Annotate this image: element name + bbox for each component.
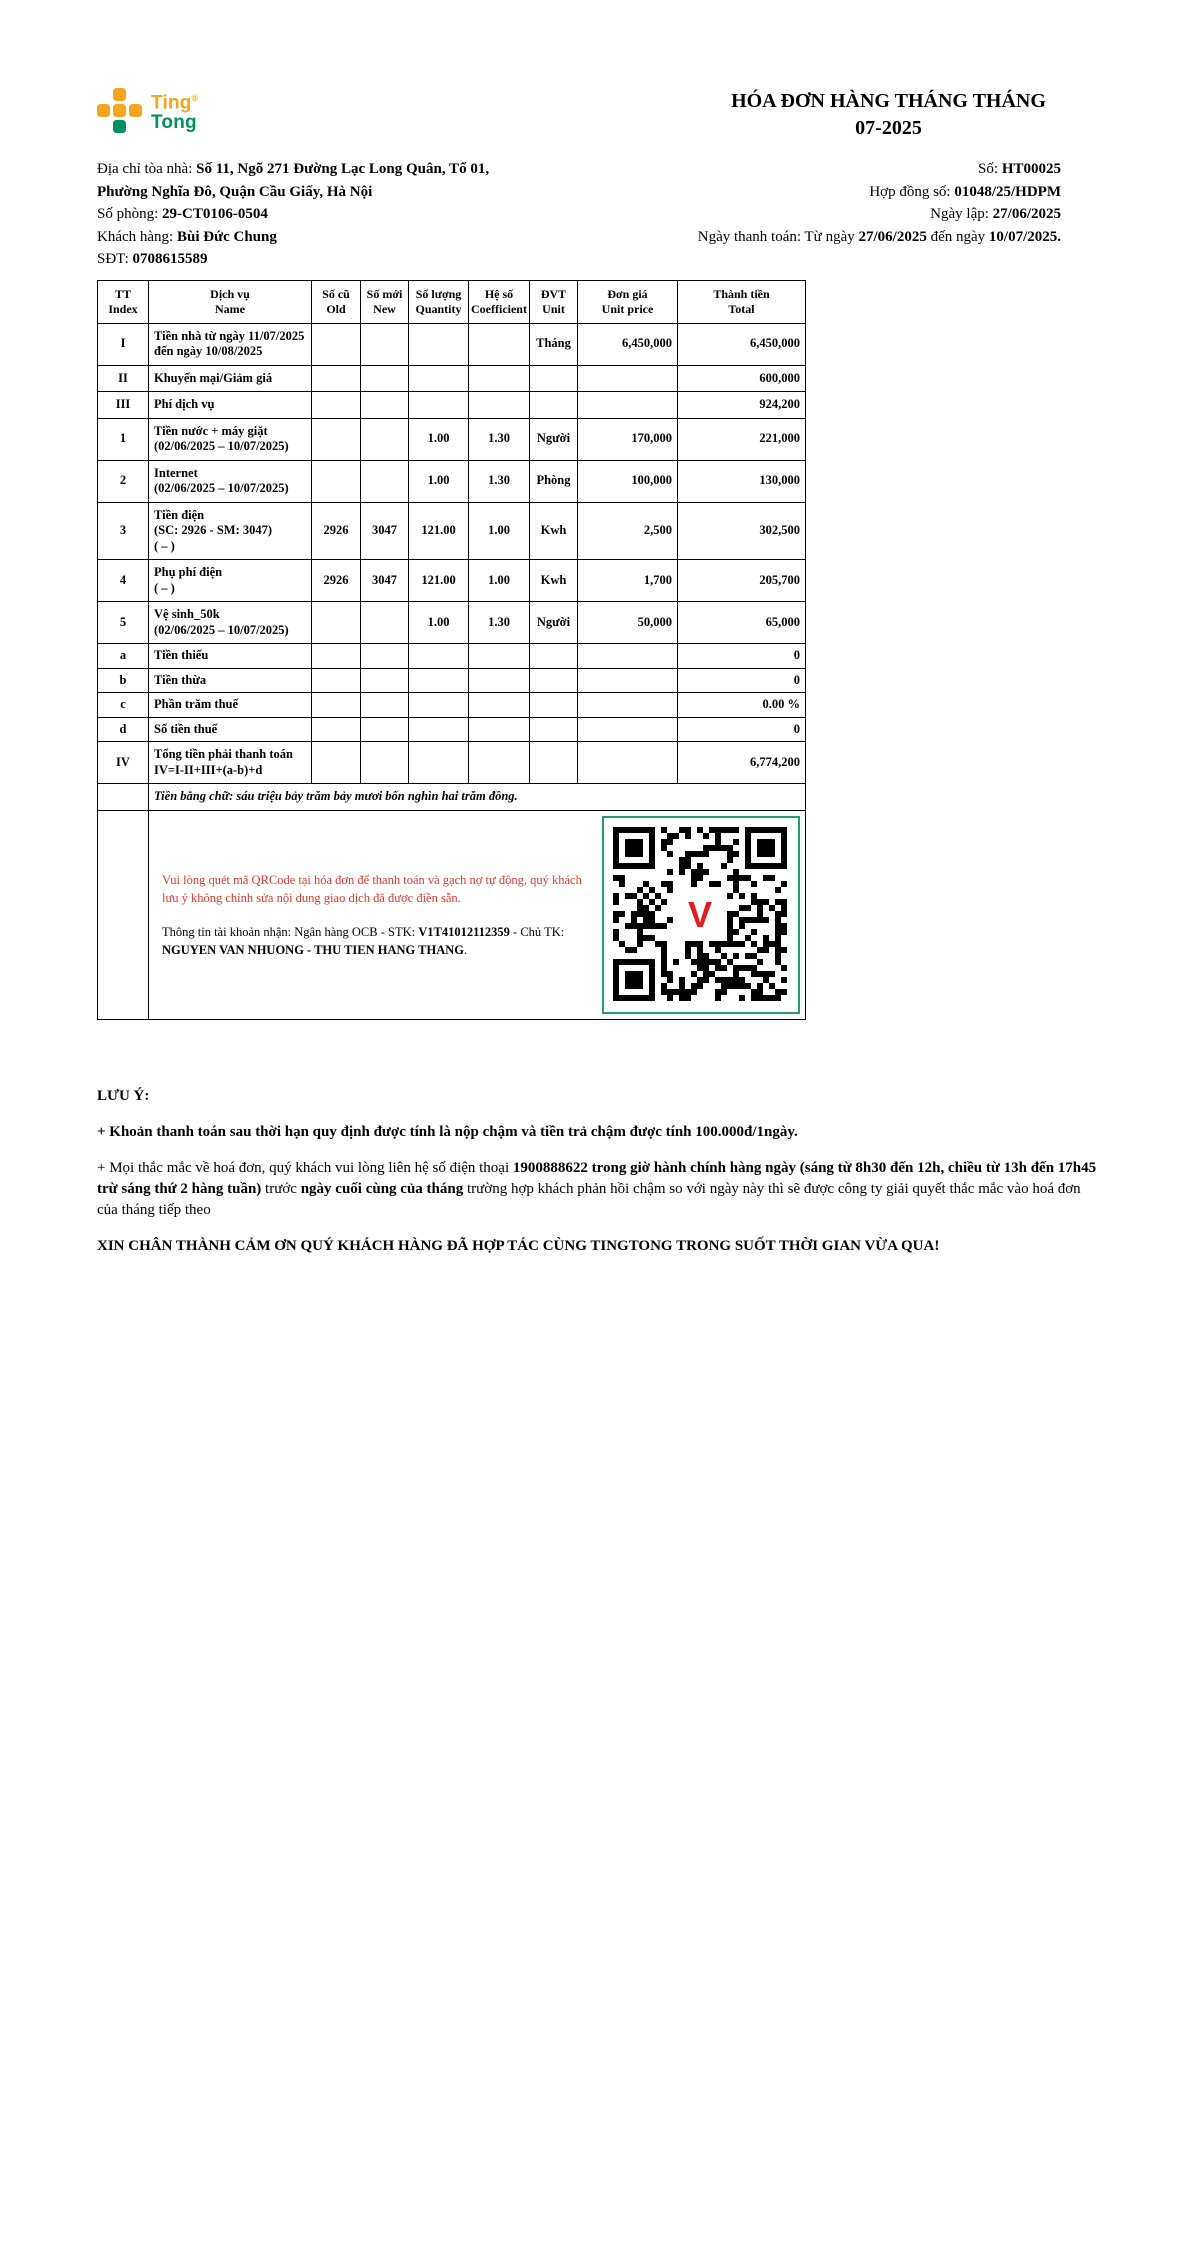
cell-total: 0 [678, 717, 806, 742]
cell-old: 2926 [312, 560, 361, 602]
cell-total: 600,000 [678, 365, 806, 392]
table-row [98, 742, 806, 784]
info-line: Ngày thanh toán: Từ ngày 27/06/2025 đến ngày 10/07/2025. [697, 228, 1061, 245]
cell-new: 3047 [361, 502, 409, 560]
cell-qty: 121.00 [409, 502, 469, 560]
logo-tile-top [113, 88, 126, 101]
info-line: Khách hàng: Bùi Đức Chung [97, 228, 277, 245]
cell-old [312, 602, 361, 644]
cell-price: 100,000 [578, 460, 678, 502]
cell-unit: Kwh [530, 560, 578, 602]
cell-coef: 1.30 [469, 602, 530, 644]
column-header: Số mới New [361, 280, 409, 323]
cell-old [312, 418, 361, 460]
payment-texts [154, 871, 592, 959]
qr-row [98, 810, 806, 1019]
bank-account-info: Thông tin tài khoản nhận: Ngân hàng OCB - STK: V1T41012112359 - Chủ TK: NGUYEN VAN NHUONG - THU TIEN HANG THANG. [162, 924, 565, 957]
cell-price: 1,700 [578, 560, 678, 602]
cell-new [361, 323, 409, 365]
cell-old [312, 460, 361, 502]
cell-old [312, 668, 361, 693]
table-row [98, 717, 806, 742]
cell-total: 0 [678, 644, 806, 669]
cell-tt: d [98, 717, 149, 742]
table-row [98, 693, 806, 718]
info-line: Hợp đồng số: 01048/25/HDPM [869, 183, 1061, 200]
cell-unit: Kwh [530, 502, 578, 560]
logo-tile-right [129, 104, 142, 117]
cell-qty [409, 365, 469, 392]
cell-coef [469, 392, 530, 419]
column-header: Dịch vụ Name [149, 280, 312, 323]
cell-name: Khuyến mại/Giảm giá [149, 365, 312, 392]
logo-tile-left [97, 104, 110, 117]
thank-you-note: XIN CHÂN THÀNH CẢM ƠN QUÝ KHÁCH HÀNG ĐÃ HỢP TÁC CÙNG TINGTONG TRONG SUỐT THỜI GIAN VỪA QUA! [97, 1237, 940, 1254]
cell-unit: Người [530, 602, 578, 644]
svg-text:V: V [687, 893, 713, 935]
cell-price: 170,000 [578, 418, 678, 460]
empty-index-cell [98, 810, 149, 1019]
column-header: Số lượng Quantity [409, 280, 469, 323]
note-contact-hotline: + Mọi thắc mắc về hoá đơn, quý khách vui lòng liên hệ số điện thoại 1900888622 trong giờ hành chính hàng ngày (sáng từ 8h30 đến 12h, chiều từ 13h đến 17h45 trừ sáng thứ 2 hàng tuần) trước ngày cuối cùng của tháng trường hợp khách phản hồi chậm so với ngày này thì sẽ được công ty giải quyết thắc mắc vào hoá đơn của tháng tiếp theo [97, 1159, 1097, 1218]
cell-qty [409, 693, 469, 718]
column-header: ĐVT Unit [530, 280, 578, 323]
cell-qty [409, 668, 469, 693]
cell-price [578, 668, 678, 693]
logo-tile-bottom [113, 120, 126, 133]
amount-in-words: Tiền bằng chữ: sáu triệu bảy trăm bảy mươi bốn nghìn hai trăm đồng. [149, 784, 806, 811]
column-header: TT Index [98, 280, 149, 323]
cell-price [578, 742, 678, 784]
invoice-table-footer [98, 784, 806, 1020]
cell-coef [469, 365, 530, 392]
cell-price [578, 717, 678, 742]
cell-new [361, 668, 409, 693]
cell-tt: 5 [98, 602, 149, 644]
cell-old [312, 644, 361, 669]
cell-name: Tiền nhà từ ngày 11/07/2025 đến ngày 10/08/2025 [149, 323, 312, 365]
cell-unit [530, 365, 578, 392]
tingtong-logo-text [151, 88, 198, 133]
cell-tt: II [98, 365, 149, 392]
cell-qty: 1.00 [409, 418, 469, 460]
cell-qty: 121.00 [409, 560, 469, 602]
customer-info [97, 158, 489, 271]
cell-new [361, 365, 409, 392]
cell-price [578, 365, 678, 392]
invoice-header [97, 88, 1103, 142]
cell-old [312, 392, 361, 419]
cell-qty [409, 717, 469, 742]
cell-name: Tiền điện (SC: 2926 - SM: 3047) ( – ) [149, 502, 312, 560]
qr-code [602, 816, 800, 1014]
invoice-title: HÓA ĐƠN HÀNG THÁNG THÁNG 07-2025 [731, 90, 1046, 139]
info-line: Số phòng: 29-CT0106-0504 [97, 206, 268, 222]
cell-coef [469, 644, 530, 669]
cell-coef [469, 717, 530, 742]
cell-qty [409, 644, 469, 669]
cell-unit [530, 717, 578, 742]
cell-qty: 1.00 [409, 602, 469, 644]
cell-total: 0 [678, 668, 806, 693]
cell-price [578, 392, 678, 419]
table-row [98, 392, 806, 419]
payment-cell [149, 810, 806, 1019]
cell-new [361, 742, 409, 784]
registered-mark: ® [191, 93, 199, 103]
table-row [98, 602, 806, 644]
table-row [98, 323, 806, 365]
cell-old [312, 742, 361, 784]
cell-new [361, 602, 409, 644]
cell-name: Số tiền thuế [149, 717, 312, 742]
logo-word-tong: Tong [151, 112, 197, 134]
invoice-meta [97, 158, 1103, 271]
cell-total: 6,774,200 [678, 742, 806, 784]
cell-unit [530, 693, 578, 718]
table-row [98, 418, 806, 460]
info-line: SĐT: 0708615589 [97, 251, 208, 267]
table-row [98, 460, 806, 502]
cell-total: 302,500 [678, 502, 806, 560]
cell-name: Phần trăm thuế [149, 693, 312, 718]
cell-tt: I [98, 323, 149, 365]
cell-coef: 1.30 [469, 418, 530, 460]
cell-unit [530, 392, 578, 419]
cell-price: 2,500 [578, 502, 678, 560]
cell-tt: 1 [98, 418, 149, 460]
cell-new [361, 717, 409, 742]
cell-new [361, 644, 409, 669]
cell-coef [469, 742, 530, 784]
info-line: Ngày lập: 27/06/2025 [930, 206, 1061, 222]
cell-new [361, 418, 409, 460]
cell-new [361, 392, 409, 419]
tingtong-logo-icon [97, 88, 142, 133]
cell-coef: 1.00 [469, 560, 530, 602]
cell-old [312, 323, 361, 365]
cell-coef [469, 693, 530, 718]
table-row [98, 502, 806, 560]
notes-section [97, 1086, 1103, 1257]
column-header: Thành tiền Total [678, 280, 806, 323]
invoice-info [698, 158, 1061, 271]
cell-name: Phí dịch vụ [149, 392, 312, 419]
cell-old [312, 365, 361, 392]
cell-total: 205,700 [678, 560, 806, 602]
cell-name: Tiền thiếu [149, 644, 312, 669]
column-header: Hệ số Coefficient [469, 280, 530, 323]
cell-price [578, 644, 678, 669]
cell-name: Phụ phí điện ( – ) [149, 560, 312, 602]
info-line: Phường Nghĩa Đô, Quận Cầu Giấy, Hà Nội [97, 183, 373, 200]
cell-qty [409, 323, 469, 365]
column-header: Số cũ Old [312, 280, 361, 323]
empty-index-cell [98, 784, 149, 811]
cell-price: 50,000 [578, 602, 678, 644]
cell-name: Vệ sinh_50k (02/06/2025 – 10/07/2025) [149, 602, 312, 644]
qr-payment-notice: Vui lòng quét mã QRCode tại hóa đơn để thanh toán và gạch nợ tự động, quý khách lưu ý không chỉnh sửa nội dung giao dịch đã được điền sẵn. [162, 872, 582, 905]
table-row [98, 365, 806, 392]
cell-tt: III [98, 392, 149, 419]
info-line: Địa chỉ tòa nhà: Số 11, Ngõ 271 Đường Lạc Long Quân, Tổ 01, [97, 161, 490, 177]
invoice-table-head [98, 280, 806, 323]
cell-unit: Phòng [530, 460, 578, 502]
cell-unit [530, 644, 578, 669]
cell-old: 2926 [312, 502, 361, 560]
cell-tt: 3 [98, 502, 149, 560]
table-row [98, 668, 806, 693]
cell-price: 6,450,000 [578, 323, 678, 365]
cell-coef: 1.30 [469, 460, 530, 502]
cell-coef [469, 323, 530, 365]
cell-name: Tiền nước + máy giặt (02/06/2025 – 10/07/2025) [149, 418, 312, 460]
cell-tt: b [98, 668, 149, 693]
cell-name: Internet (02/06/2025 – 10/07/2025) [149, 460, 312, 502]
cell-new [361, 460, 409, 502]
cell-total: 65,000 [678, 602, 806, 644]
cell-unit: Tháng [530, 323, 578, 365]
cell-tt: c [98, 693, 149, 718]
cell-total: 221,000 [678, 418, 806, 460]
amount-in-words-row [98, 784, 806, 811]
cell-qty [409, 392, 469, 419]
logo-word-ting: Ting [151, 92, 192, 114]
cell-tt: 4 [98, 560, 149, 602]
cell-price [578, 693, 678, 718]
cell-unit: Người [530, 418, 578, 460]
cell-tt: IV [98, 742, 149, 784]
cell-name: Tổng tiền phải thanh toán IV=I-II+III+(a-b)+d [149, 742, 312, 784]
tingtong-logo [97, 88, 198, 133]
column-header: Đơn giá Unit price [578, 280, 678, 323]
cell-qty [409, 742, 469, 784]
cell-old [312, 717, 361, 742]
cell-total: 0.00 % [678, 693, 806, 718]
cell-old [312, 693, 361, 718]
cell-coef [469, 668, 530, 693]
notes-heading: LƯU Ý: [97, 1087, 150, 1104]
cell-name: Tiền thừa [149, 668, 312, 693]
cell-total: 130,000 [678, 460, 806, 502]
cell-tt: a [98, 644, 149, 669]
cell-qty: 1.00 [409, 460, 469, 502]
cell-unit [530, 742, 578, 784]
cell-new: 3047 [361, 560, 409, 602]
table-row [98, 560, 806, 602]
info-line: Số: HT00025 [978, 161, 1061, 177]
invoice-table [97, 280, 806, 1020]
cell-total: 6,450,000 [678, 323, 806, 365]
logo-tile-center [113, 104, 126, 117]
cell-tt: 2 [98, 460, 149, 502]
cell-new [361, 693, 409, 718]
cell-coef: 1.00 [469, 502, 530, 560]
cell-total: 924,200 [678, 392, 806, 419]
cell-unit [530, 668, 578, 693]
table-row [98, 644, 806, 669]
note-late-payment: + Khoản thanh toán sau thời hạn quy định được tính là nộp chậm và tiền trả chậm được tính 100.000đ/1ngày. [97, 1123, 798, 1140]
header-row [98, 280, 806, 323]
invoice-table-body [98, 323, 806, 784]
